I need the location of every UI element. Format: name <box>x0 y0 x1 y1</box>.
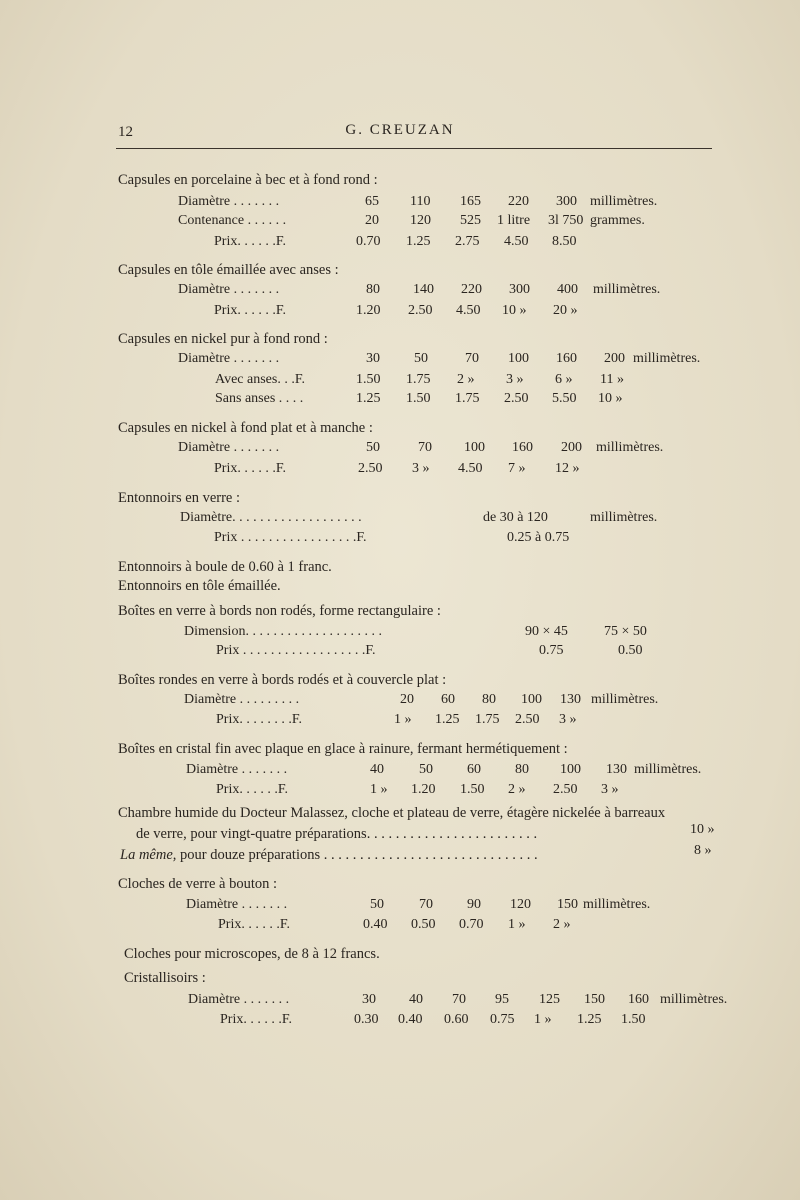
table-cell: 95 <box>495 992 509 1007</box>
table-cell: 70 <box>419 897 433 912</box>
unit-label: grammes. <box>590 213 645 228</box>
table-cell: 40 <box>370 762 384 777</box>
unit-label: millimètres. <box>596 440 664 455</box>
table-cell: 50 <box>414 351 428 366</box>
table-cell: 11 » <box>600 372 624 387</box>
table-cell: 160 <box>628 992 649 1007</box>
table-cell: 1.50 <box>621 1012 646 1027</box>
table-cell: 300 <box>509 282 530 297</box>
row-label: Prix. . . . . .F. <box>214 303 287 318</box>
row-label: Diamètre . . . . . . . <box>178 440 280 455</box>
section-title: Capsules en nickel pur à fond rond : <box>118 331 328 347</box>
table-cell: 3 » <box>601 782 619 797</box>
table-cell: 0.40 <box>398 1012 423 1027</box>
table-cell: 2.50 <box>408 303 433 318</box>
table-cell: 1.25 <box>577 1012 602 1027</box>
table-cell: 4.50 <box>456 303 481 318</box>
table-cell: 130 <box>560 692 581 707</box>
price-row <box>0 510 800 528</box>
section-title: Cloches de verre à bouton : <box>118 876 278 892</box>
running-title: G. CREUZAN <box>345 122 455 138</box>
table-cell: 1.20 <box>356 303 381 318</box>
row-label: Prix. . . . . .F. <box>220 1012 293 1027</box>
row-label: Prix. . . . . .F. <box>214 234 287 249</box>
price-row <box>0 530 800 548</box>
table-cell: 60 <box>467 762 481 777</box>
page-number: 12 <box>118 124 133 140</box>
table-cell: 2.50 <box>504 391 529 406</box>
table-cell: 1.50 <box>460 782 485 797</box>
text-line: Entonnoirs en tôle émaillée. <box>118 578 281 594</box>
table-cell: 140 <box>413 282 434 297</box>
table-cell: 100 <box>464 440 485 455</box>
range-value: 0.25 à 0.75 <box>507 530 570 545</box>
table-cell: 6 » <box>555 372 573 387</box>
price-row <box>0 782 800 800</box>
table-cell: 8.50 <box>552 234 577 249</box>
table-cell: 1 » <box>508 917 526 932</box>
table-cell: 2.50 <box>515 712 540 727</box>
italic-term: La même, <box>120 847 177 863</box>
table-cell: 0.70 <box>459 917 484 932</box>
table-cell: 1.25 <box>356 391 381 406</box>
row-label: Diamètre . . . . . . . <box>178 194 280 209</box>
unit-label: millimètres. <box>633 351 701 366</box>
table-cell: 2 » <box>553 917 571 932</box>
table-cell: 0.50 <box>618 643 643 658</box>
unit-label: millimètres. <box>634 762 702 777</box>
table-cell: 120 <box>510 897 531 912</box>
table-cell: 125 <box>539 992 560 1007</box>
section-title: Boîtes en verre à bords non rodés, forme rectangulaire : <box>118 603 441 619</box>
row-label: Diamètre . . . . . . . <box>188 992 290 1007</box>
table-cell: 0.30 <box>354 1012 379 1027</box>
text-span: pour douze préparations . . . . . . . . . . . . . . . . . . . . . . . . . . . . . . <box>176 847 538 863</box>
table-cell: 200 <box>561 440 582 455</box>
table-cell: 20 » <box>553 303 578 318</box>
section-title: Boîtes en cristal fin avec plaque en glace à rainure, fermant hermétiquement : <box>118 741 568 757</box>
table-cell: 120 <box>410 213 431 228</box>
price-row <box>0 624 800 642</box>
table-cell: 2.50 <box>553 782 578 797</box>
unit-label: millimètres. <box>583 897 651 912</box>
table-cell: 200 <box>604 351 625 366</box>
table-cell: 80 <box>515 762 529 777</box>
table-cell: 525 <box>460 213 481 228</box>
row-label: Dimension. . . . . . . . . . . . . . . . . . . . <box>184 624 382 639</box>
price-row <box>0 712 800 730</box>
section-title: Boîtes rondes en verre à bords rodés et à couvercle plat : <box>118 672 447 688</box>
table-cell: 65 <box>365 194 379 209</box>
table-cell: 1 » <box>394 712 412 727</box>
price-row <box>0 762 800 780</box>
price-row <box>0 194 800 212</box>
header-rule <box>116 148 712 149</box>
table-cell: 1.50 <box>406 391 431 406</box>
table-cell: 3l 750 <box>548 213 584 228</box>
table-cell: 2 » <box>508 782 526 797</box>
table-cell: 30 <box>362 992 376 1007</box>
table-cell: 5.50 <box>552 391 577 406</box>
table-cell: 1.50 <box>356 372 381 387</box>
table-cell: 165 <box>460 194 481 209</box>
table-cell: 10 » <box>502 303 527 318</box>
row-label: Diamètre . . . . . . . <box>178 351 280 366</box>
price-row <box>0 372 800 390</box>
price-row <box>0 461 800 479</box>
price-row <box>0 1012 800 1030</box>
text-line: Chambre humide du Docteur Malassez, cloche et plateau de verre, étagère nickelée à barreaux <box>118 805 666 821</box>
price-row <box>0 213 800 231</box>
table-cell: 100 <box>521 692 542 707</box>
text-line: Cloches pour microscopes, de 8 à 12 francs. <box>124 946 380 962</box>
section-title: Capsules en porcelaine à bec et à fond rond : <box>118 172 378 188</box>
table-cell: 70 <box>452 992 466 1007</box>
row-label: Diamètre. . . . . . . . . . . . . . . . . . . <box>180 510 362 525</box>
table-cell: 130 <box>606 762 627 777</box>
table-cell: 100 <box>508 351 529 366</box>
table-cell: 1 litre <box>497 213 531 228</box>
table-cell: 3 » <box>506 372 524 387</box>
table-cell: 160 <box>556 351 577 366</box>
row-label: Prix. . . . . . . .F. <box>216 712 303 727</box>
unit-label: millimètres. <box>591 692 659 707</box>
table-cell: 2 » <box>457 372 475 387</box>
table-cell: 0.75 <box>539 643 564 658</box>
unit-label: millimètres. <box>590 510 658 525</box>
table-cell: 110 <box>410 194 431 209</box>
table-cell: 0.40 <box>363 917 388 932</box>
table-cell: 40 <box>409 992 423 1007</box>
row-label: Prix . . . . . . . . . . . . . . . . .F. <box>214 530 367 545</box>
price-row <box>0 692 800 710</box>
table-cell: 300 <box>556 194 577 209</box>
row-label: Prix. . . . . .F. <box>216 782 289 797</box>
price-row <box>0 643 800 661</box>
row-label: Diamètre . . . . . . . <box>186 897 288 912</box>
table-cell: 0.70 <box>356 234 381 249</box>
table-cell: 70 <box>465 351 479 366</box>
section-title: Entonnoirs en verre : <box>118 490 241 506</box>
row-label: Prix . . . . . . . . . . . . . . . . . .F. <box>216 643 376 658</box>
table-cell: 100 <box>560 762 581 777</box>
table-cell: 160 <box>512 440 533 455</box>
price-row <box>0 897 800 915</box>
table-cell: 1.75 <box>475 712 500 727</box>
table-cell: 150 <box>557 897 578 912</box>
table-cell: 4.50 <box>458 461 483 476</box>
price-row <box>0 351 800 369</box>
table-cell: 7 » <box>508 461 526 476</box>
table-cell: 75 × 50 <box>604 624 647 639</box>
text-line <box>120 847 538 864</box>
table-cell: 220 <box>461 282 482 297</box>
price-value: 8 » <box>694 843 712 858</box>
row-label: Prix. . . . . .F. <box>214 461 287 476</box>
row-label: Avec anses. . .F. <box>215 372 305 387</box>
section-title: Capsules en tôle émaillée avec anses : <box>118 262 339 278</box>
row-label: Sans anses . . . . <box>215 391 304 406</box>
table-cell: 1 » <box>534 1012 552 1027</box>
price-row <box>0 282 800 300</box>
table-cell: 400 <box>557 282 578 297</box>
table-cell: 0.75 <box>490 1012 515 1027</box>
table-cell: 50 <box>366 440 380 455</box>
table-cell: 4.50 <box>504 234 529 249</box>
table-cell: 60 <box>441 692 455 707</box>
table-cell: 150 <box>584 992 605 1007</box>
row-label: Prix. . . . . .F. <box>218 917 291 932</box>
text-line: de verre, pour vingt-quatre préparations. . . . . . . . . . . . . . . . . . . . . . . . <box>136 826 538 842</box>
table-cell: 1.20 <box>411 782 436 797</box>
table-cell: 80 <box>482 692 496 707</box>
table-cell: 220 <box>508 194 529 209</box>
row-label: Diamètre . . . . . . . . . <box>184 692 300 707</box>
table-cell: 12 » <box>555 461 580 476</box>
section-title: Capsules en nickel à fond plat et à manche : <box>118 420 373 436</box>
table-cell: 1 » <box>370 782 388 797</box>
price-row <box>0 992 800 1010</box>
table-cell: 1.25 <box>435 712 460 727</box>
table-cell: 90 <box>467 897 481 912</box>
price-value: 10 » <box>690 822 715 837</box>
table-cell: 20 <box>400 692 414 707</box>
table-cell: 3 » <box>412 461 430 476</box>
table-cell: 70 <box>418 440 432 455</box>
price-row <box>0 303 800 321</box>
table-cell: 3 » <box>559 712 577 727</box>
unit-label: millimètres. <box>590 194 658 209</box>
table-cell: 20 <box>365 213 379 228</box>
price-row <box>0 391 800 409</box>
table-cell: 30 <box>366 351 380 366</box>
table-cell: 0.60 <box>444 1012 469 1027</box>
section-title: Cristallisoirs : <box>124 970 206 986</box>
row-label: Diamètre . . . . . . . <box>178 282 280 297</box>
table-cell: 2.75 <box>455 234 480 249</box>
table-cell: 10 » <box>598 391 623 406</box>
table-cell: 0.50 <box>411 917 436 932</box>
text-line: Entonnoirs à boule de 0.60 à 1 franc. <box>118 559 332 575</box>
table-cell: 2.50 <box>358 461 383 476</box>
price-row <box>0 440 800 458</box>
unit-label: millimètres. <box>660 992 728 1007</box>
row-label: Contenance . . . . . . <box>178 213 287 228</box>
range-value: de 30 à 120 <box>483 510 548 525</box>
price-row <box>0 917 800 935</box>
table-cell: 1.25 <box>406 234 431 249</box>
table-cell: 1.75 <box>406 372 431 387</box>
unit-label: millimètres. <box>593 282 661 297</box>
table-cell: 50 <box>419 762 433 777</box>
table-cell: 80 <box>366 282 380 297</box>
table-cell: 50 <box>370 897 384 912</box>
table-cell: 90 × 45 <box>525 624 568 639</box>
row-label: Diamètre . . . . . . . <box>186 762 288 777</box>
price-row <box>0 234 800 252</box>
table-cell: 1.75 <box>455 391 480 406</box>
